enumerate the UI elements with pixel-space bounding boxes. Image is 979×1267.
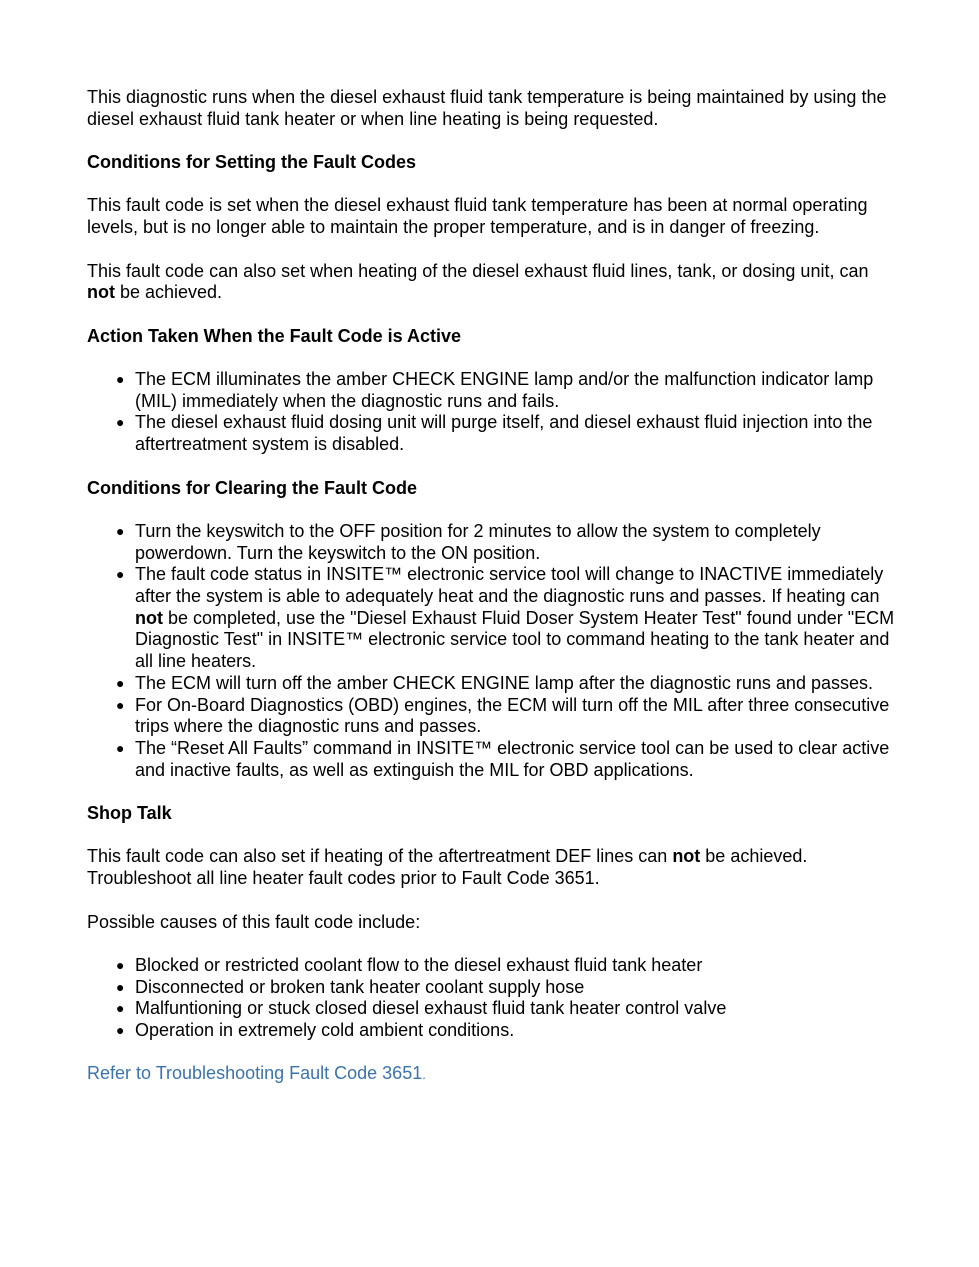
refer-paragraph — [87, 1063, 897, 1086]
emphasis-not: not — [135, 607, 163, 628]
list-item — [116, 1020, 897, 1042]
action-list — [87, 369, 897, 456]
list-item-text: Disconnected or broken tank heater coolant supply hose — [135, 976, 585, 997]
action-heading: Action Taken When the Fault Code is Active — [87, 325, 462, 346]
list-item-text: The ECM illuminates the amber CHECK ENGINE lamp and/or the malfunction indicator lamp (MIL) immediately when the diagnostic runs and fails. — [135, 369, 874, 411]
clearing-list — [87, 521, 897, 781]
setting-paragraph-1: This fault code is set when the diesel exhaust fluid tank temperature has been at normal operating levels, but is no longer able to maintain the proper temperature, and is in danger of freezing. — [87, 195, 868, 238]
text-span: This fault code can also set if heating of the aftertreatment DEF lines can — [87, 846, 673, 867]
text-span: be completed, use the "Diesel Exhaust Fluid Doser System Heater Test" found under "ECM Diagnostic Test" in INSITE™ electronic service tool to command heating to the tank heater and all line heaters. — [135, 607, 895, 672]
bullet-icon: ● — [116, 978, 125, 995]
bullet-icon: ● — [116, 674, 125, 691]
emphasis-not: not — [672, 846, 701, 867]
list-item-text: Turn the keyswitch to the OFF position for 2 minutes to allow the system to completely powerdown. Turn the keyswitch to the ON position. — [135, 520, 821, 563]
list-item — [116, 412, 897, 455]
list-item — [116, 369, 897, 412]
bullet-icon: ● — [116, 696, 125, 713]
list-item — [116, 694, 897, 738]
list-item — [116, 564, 897, 673]
link-trailing-period: . — [422, 1067, 426, 1083]
list-item — [116, 520, 897, 564]
causes-list — [87, 955, 897, 1042]
bullet-icon: ● — [116, 414, 125, 431]
list-item-text: Malfuntioning or stuck closed diesel exhaust fluid tank heater control valve — [135, 998, 727, 1019]
text-span: be achieved. — [114, 282, 223, 303]
intro-paragraph: This diagnostic runs when the diesel exhaust fluid tank temperature is being maintained by using the diesel exhaust fluid tank heater or when line heating is being requested. — [87, 87, 887, 129]
clearing-heading: Conditions for Clearing the Fault Code — [87, 477, 417, 498]
emphasis-not: not — [87, 282, 115, 303]
shop-talk-paragraph-1 — [87, 846, 897, 889]
list-item-text: The diesel exhaust fluid dosing unit will purge itself, and diesel exhaust fluid injection into the aftertreatment system is disabled. — [135, 412, 873, 455]
bullet-icon: ● — [116, 1022, 125, 1039]
text-span: be achieved. Troubleshoot all line heater fault codes prior to Fault Code 3651. — [87, 846, 808, 889]
list-item-text: The ECM will turn off the amber CHECK ENGINE lamp after the diagnostic runs and passes. — [135, 672, 873, 693]
shop-talk-heading: Shop Talk — [87, 803, 172, 824]
setting-heading: Conditions for Setting the Fault Codes — [87, 152, 416, 173]
troubleshooting-link[interactable]: Refer to Troubleshooting Fault Code 3651 — [87, 1063, 423, 1084]
list-item — [116, 954, 897, 977]
bullet-icon: ● — [116, 956, 125, 973]
list-item — [116, 737, 897, 781]
list-item-text: Blocked or restricted coolant flow to the diesel exhaust fluid tank heater — [135, 954, 703, 975]
bullet-icon: ● — [116, 1000, 125, 1017]
list-item — [116, 672, 897, 695]
shop-talk-paragraph-2: Possible causes of this fault code include: — [87, 911, 421, 932]
list-item-text: Operation in extremely cold ambient conditions. — [135, 1020, 515, 1041]
text-span: This fault code can also set when heating of the diesel exhaust fluid lines, tank, or dosing unit, can — [87, 260, 869, 281]
text-span: The fault code status in INSITE™ electronic service tool will change to INACTIVE immediately after the system is able to adequately heat and the diagnostic runs and passes. If heating can — [135, 564, 884, 607]
list-item-text: The “Reset All Faults” command in INSITE™ electronic service tool can be used to clear active and inactive faults, as well as extinguish the MIL for OBD applications. — [135, 737, 890, 780]
bullet-icon: ● — [116, 566, 125, 583]
list-item — [116, 998, 897, 1020]
bullet-icon: ● — [116, 522, 125, 539]
document-page — [87, 87, 897, 1108]
bullet-icon: ● — [116, 371, 125, 388]
list-item — [116, 976, 897, 999]
list-item-text: For On-Board Diagnostics (OBD) engines, the ECM will turn off the MIL after three consecutive trips where the diagnostic runs and passes. — [135, 694, 890, 737]
setting-paragraph-2 — [87, 261, 897, 304]
bullet-icon: ● — [116, 739, 125, 756]
